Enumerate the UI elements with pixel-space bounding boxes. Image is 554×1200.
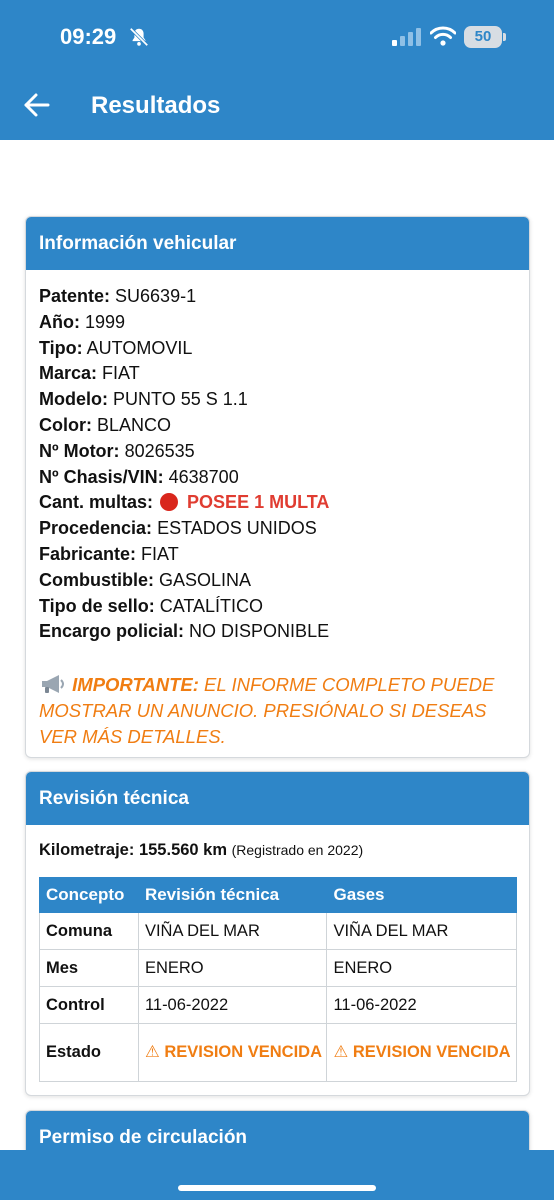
app-header — [0, 0, 554, 140]
status-time: 09:29 — [60, 24, 117, 49]
megaphone-icon — [39, 673, 67, 695]
table-row: Control 11-06-2022 11-06-2022 — [40, 987, 517, 1024]
signal-icon — [392, 28, 422, 46]
info-row-chasis: Nº Chasis/VIN: 4638700 — [39, 466, 239, 487]
red-circle-icon — [160, 493, 178, 511]
info-row-fabricante: Fabricante: FIAT — [39, 543, 179, 564]
back-arrow-icon[interactable] — [22, 90, 52, 120]
vehicle-info-title: Información vehicular — [26, 217, 529, 270]
mileage: Kilometraje: 155.560 km (Registrado en 2022) — [39, 841, 364, 859]
mileage-value: 155.560 km — [138, 841, 228, 859]
info-row-color: Color: BLANCO — [39, 414, 172, 435]
review-table — [39, 877, 517, 1082]
table-row: Mes ENERO ENERO — [40, 950, 517, 987]
bell-muted-icon — [128, 26, 150, 48]
important-label: IMPORTANTE: — [72, 674, 199, 696]
info-row-combustible: Combustible: GASOLINA — [39, 569, 252, 590]
important-notice[interactable] — [39, 672, 516, 750]
table-row: Comuna VIÑA DEL MAR VIÑA DEL MAR — [40, 913, 517, 950]
info-row-anio: Año: 1999 — [39, 311, 126, 332]
info-row-patente: Patente: SU6639-1 — [39, 286, 197, 306]
technical-review-card — [25, 771, 530, 1096]
info-row-sello: Tipo de sello: CATALÍTICO — [39, 595, 264, 616]
column-header: Gases — [327, 878, 517, 913]
multa-status: POSEE 1 MULTA — [187, 492, 330, 513]
battery-icon: 50 — [464, 26, 502, 48]
table-row: Estado ⚠ REVISION VENCIDA ⚠ REVISION VENCIDA — [40, 1024, 517, 1082]
vehicle-info-list — [26, 270, 529, 645]
status-bar — [0, 22, 554, 54]
bottom-bar — [0, 1150, 554, 1200]
nav-bar — [0, 84, 554, 128]
column-header: Revisión técnica — [138, 878, 327, 913]
home-indicator[interactable] — [178, 1185, 376, 1191]
page-title: Resultados — [91, 92, 221, 119]
info-row-motor: Nº Motor: 8026535 — [39, 440, 195, 461]
vehicle-info-card — [25, 216, 530, 758]
info-row-multas: Cant. multas: POSEE 1 MULTA — [39, 492, 330, 513]
important-text: EL INFORME COMPLETO PUEDE MOSTRAR UN ANUNCIO. PRESIÓNALO SI DESEAS VER MÁS DETALLES. — [39, 674, 495, 748]
table-header-row — [40, 878, 517, 913]
info-row-modelo: Modelo: PUNTO 55 S 1.1 — [39, 389, 248, 410]
status-badge: ⚠ REVISION VENCIDA — [144, 1043, 323, 1061]
technical-review-title: Revisión técnica — [26, 772, 529, 825]
info-row-procedencia: Procedencia: ESTADOS UNIDOS — [39, 518, 317, 539]
status-badge: ⚠ REVISION VENCIDA — [333, 1043, 511, 1061]
info-row-marca: Marca: FIAT — [39, 363, 140, 384]
mileage-note: (Registrado en 2022) — [231, 842, 364, 858]
wifi-icon — [430, 26, 456, 46]
circulation-permit-title: Permiso de circulación — [26, 1111, 529, 1164]
column-header: Concepto — [40, 878, 139, 913]
info-row-encargo: Encargo policial: NO DISPONIBLE — [39, 621, 330, 642]
info-row-tipo: Tipo: AUTOMOVIL — [39, 337, 193, 358]
